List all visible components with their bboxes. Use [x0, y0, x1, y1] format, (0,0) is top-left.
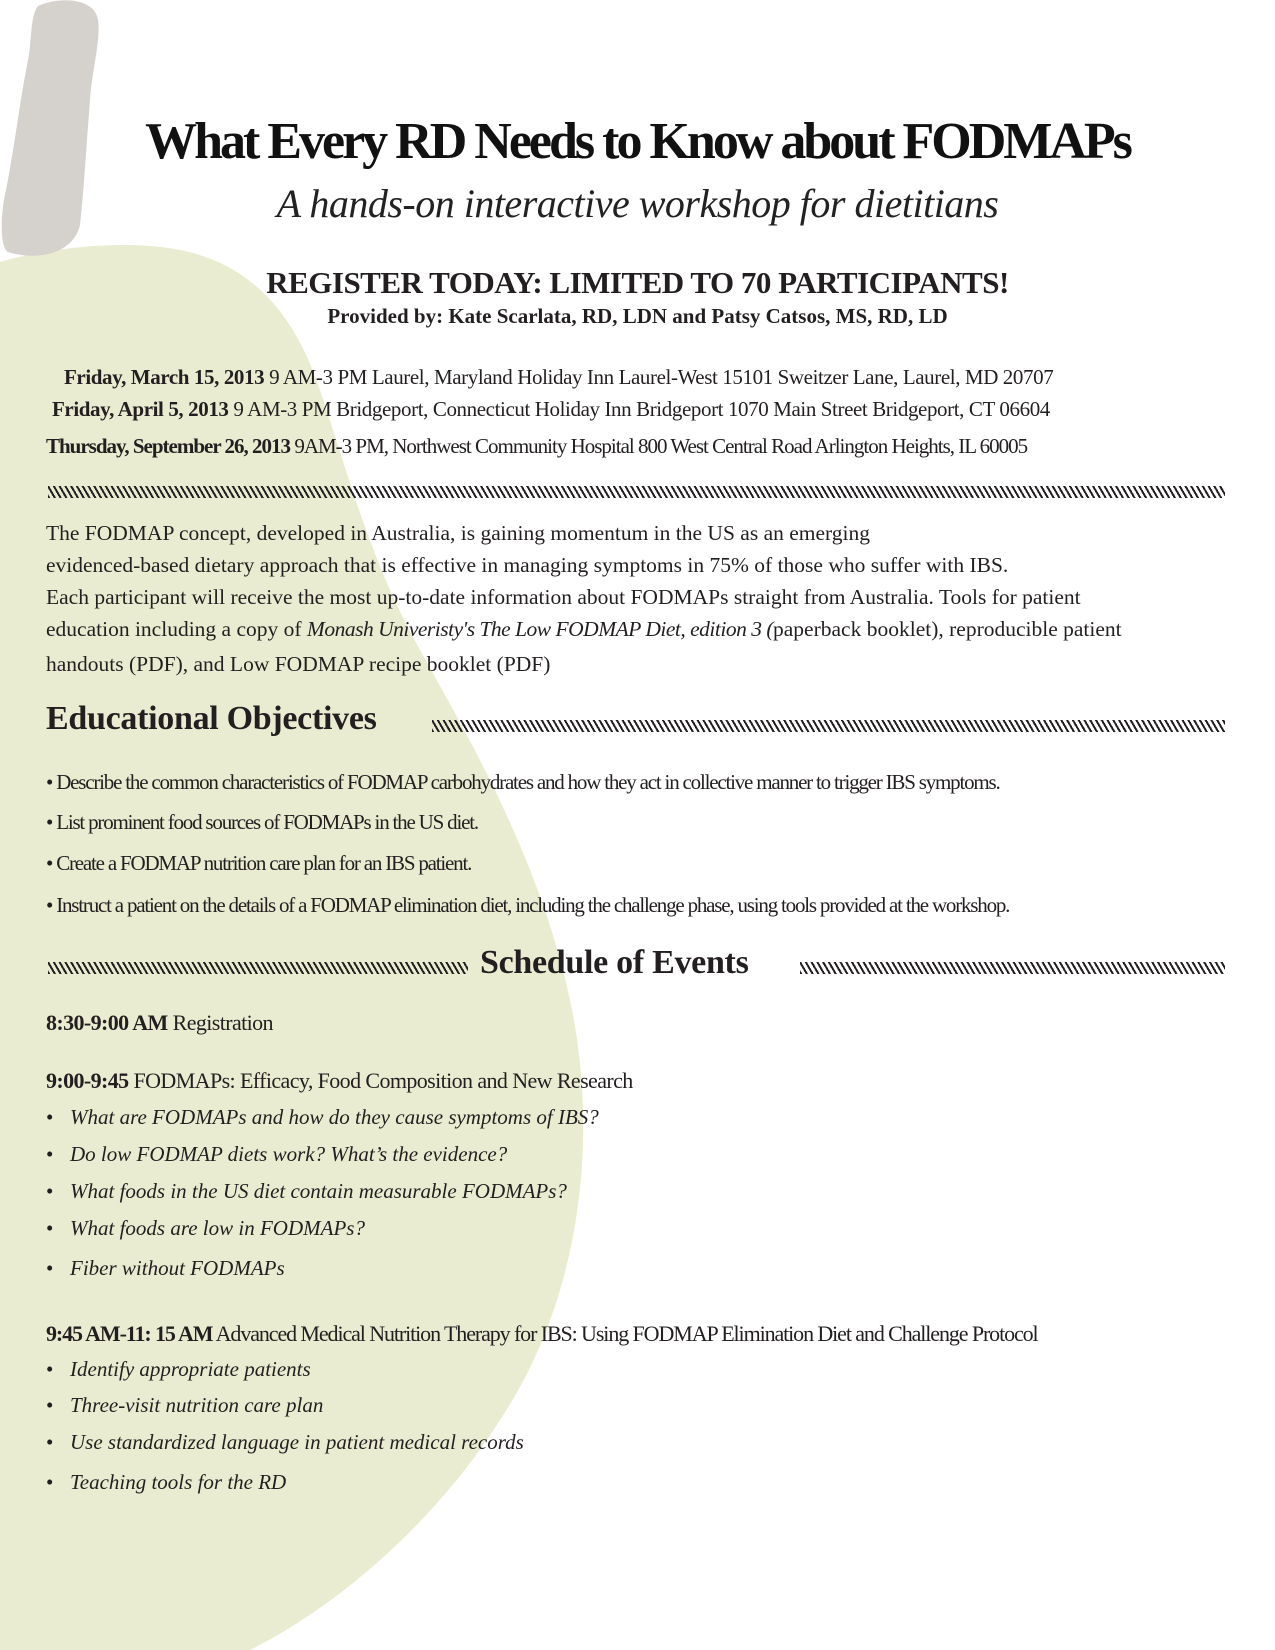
- subitem-text: Three-visit nutrition care plan: [70, 1393, 324, 1417]
- intro-line: evidenced-based dietary approach that is effective in managing symptoms in 75% of those who suffer with IBS.: [46, 553, 1009, 577]
- subitem-text: What foods in the US diet contain measurable FODMAPs?: [70, 1179, 567, 1203]
- intro-line: Each participant will receive the most up-to-date information about FODMAPs straight from Australia. Tools for patient: [46, 585, 1081, 609]
- schedule-block: [46, 1068, 633, 1094]
- schedule-subitem: • What are FODMAPs and how do they cause symptoms of IBS?: [46, 1105, 599, 1129]
- event-details: 9 AM-3 PM Laurel, Maryland Holiday Inn Laurel-West 15101 Sweitzer Lane, Laurel, MD 20707: [264, 365, 1054, 389]
- event-details: 9 AM-3 PM Bridgeport, Connecticut Holiday Inn Bridgeport 1070 Main Street Bridgeport, CT 06604: [228, 397, 1050, 421]
- schedule-subitem: • Teaching tools for the RD: [46, 1470, 287, 1494]
- intro-paragraph: [46, 517, 1122, 680]
- schedule-heading: Schedule of Events: [480, 944, 749, 981]
- schedule-title: FODMAPs: Efficacy, Food Composition and New Research: [128, 1068, 633, 1093]
- schedule-title: Registration: [167, 1010, 273, 1035]
- schedule-title: Advanced Medical Nutrition Therapy for IBS: Using FODMAP Elimination Diet and Challenge Protocol: [212, 1321, 1038, 1346]
- subitem-text: What are FODMAPs and how do they cause symptoms of IBS?: [70, 1105, 599, 1129]
- schedule-time: 9:45 AM-11: 15 AM: [46, 1321, 213, 1346]
- provided-by: Provided by: Kate Scarlata, RD, LDN and Patsy Catsos, MS, RD, LD: [327, 304, 948, 328]
- subitem-text: Fiber without FODMAPs: [70, 1256, 285, 1280]
- intro-line: [46, 613, 1122, 645]
- schedule-subitem: • Three-visit nutrition care plan: [46, 1393, 324, 1417]
- event-date: Friday, March 15, 2013: [64, 365, 265, 389]
- objective-item: • Instruct a patient on the details of a FODMAP elimination diet, including the challenge phase, using tools provided at the workshop.: [46, 893, 1010, 917]
- intro-line: handouts (PDF), and Low FODMAP recipe booklet (PDF): [46, 652, 551, 676]
- event-item: [52, 397, 1050, 422]
- event-item: [46, 434, 1027, 459]
- schedule-subitem: • Identify appropriate patients: [46, 1357, 311, 1381]
- schedule-block: [46, 1321, 1038, 1347]
- page-title: What Every RD Needs to Know about FODMAPs: [145, 113, 1130, 170]
- schedule-subitem: • Do low FODMAP diets work? What’s the evidence?: [46, 1142, 508, 1166]
- subitem-text: Do low FODMAP diets work? What’s the evidence?: [70, 1142, 508, 1166]
- subitem-text: Use standardized language in patient medical records: [70, 1430, 524, 1454]
- page-subtitle: A hands-on interactive workshop for dietitians: [276, 181, 999, 226]
- intro-text: paperback booklet), reproducible patient: [773, 617, 1122, 641]
- schedule-time: 8:30-9:00 AM: [46, 1010, 168, 1035]
- intro-line: The FODMAP concept, developed in Australia, is gaining momentum in the US as an emerging: [46, 521, 871, 545]
- schedule-subitem: • What foods are low in FODMAPs?: [46, 1216, 365, 1240]
- book-title: Monash Univeristy's The Low FODMAP Diet, edition 3 (: [306, 617, 774, 641]
- schedule-subitem: • Use standardized language in patient medical records: [46, 1430, 524, 1454]
- subitem-text: What foods are low in FODMAPs?: [70, 1216, 365, 1240]
- event-date: Friday, April 5, 2013: [52, 397, 229, 421]
- register-banner: REGISTER TODAY: LIMITED TO 70 PARTICIPANTS!: [266, 265, 1009, 300]
- subitem-text: Identify appropriate patients: [70, 1357, 311, 1381]
- divider-hatch: [48, 962, 468, 974]
- event-item: [64, 365, 1053, 390]
- event-details: 9AM-3 PM, Northwest Community Hospital 800 West Central Road Arlington Heights, IL 60005: [290, 434, 1028, 458]
- objective-item: • Create a FODMAP nutrition care plan for an IBS patient.: [46, 851, 472, 875]
- divider-hatch: [800, 962, 1225, 974]
- intro-text: education including a copy of: [46, 617, 307, 641]
- divider-hatch: [48, 486, 1225, 498]
- objective-item: • List prominent food sources of FODMAPs in the US diet.: [46, 810, 478, 834]
- objective-item: • Describe the common characteristics of FODMAP carbohydrates and how they act in collective manner to trigger IBS symptoms.: [46, 770, 1000, 794]
- schedule-subitem: • Fiber without FODMAPs: [46, 1256, 285, 1280]
- schedule-subitem: • What foods in the US diet contain measurable FODMAPs?: [46, 1179, 567, 1203]
- schedule-block: [46, 1010, 273, 1036]
- divider-hatch: [432, 720, 1225, 732]
- objectives-heading: Educational Objectives: [46, 700, 377, 737]
- subitem-text: Teaching tools for the RD: [70, 1470, 287, 1494]
- event-date: Thursday, September 26, 2013: [46, 434, 291, 458]
- schedule-time: 9:00-9:45: [46, 1068, 129, 1093]
